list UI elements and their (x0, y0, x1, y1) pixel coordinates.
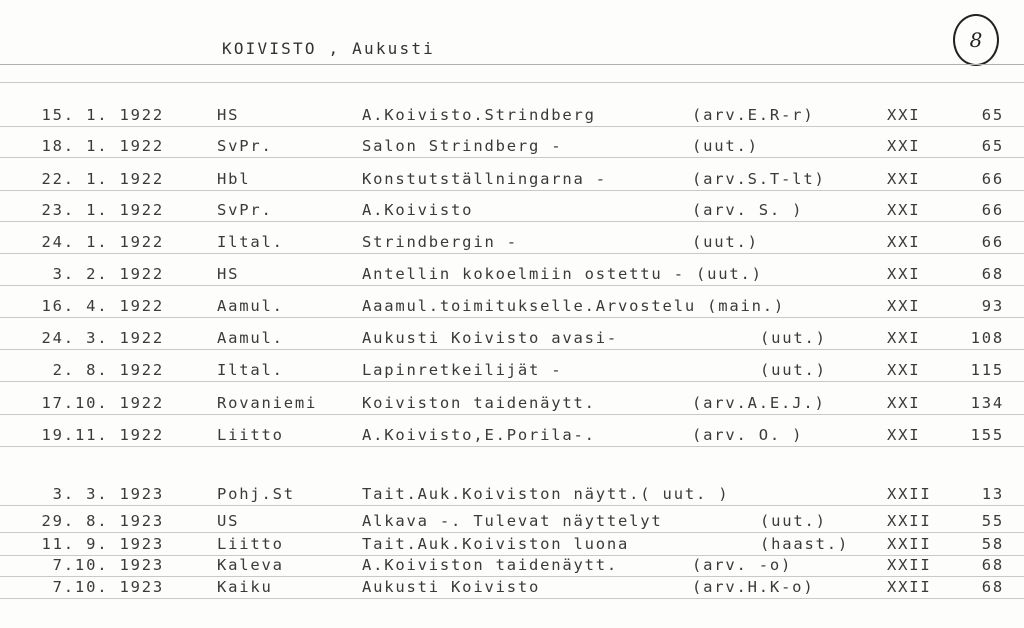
entry-title: Tait.Auk.Koiviston luona (362, 535, 630, 553)
entry-note: (uut.) (760, 361, 827, 379)
entry-title: Aaamul.toimitukselle.Arvostelu (main.) (362, 297, 786, 315)
entry-row (0, 137, 1024, 159)
entry-row (0, 512, 1024, 534)
entry-title: Antellin kokoelmiin ostettu - (uut.) (362, 265, 763, 283)
entry-row (0, 361, 1024, 383)
entry-source: Pohj.St (217, 485, 295, 503)
entry-title: A.Koivisto,E.Porila-. (362, 426, 596, 444)
entry-source: HS (217, 265, 240, 283)
entry-note: (uut.) (760, 329, 827, 347)
entry-page: 68 (981, 265, 1004, 283)
entry-title: Koiviston taidenäytt. (362, 394, 596, 412)
entry-source: Liitto (217, 535, 284, 553)
entry-date: 3. 2. 1922 (52, 265, 164, 283)
entry-note: (arv.A.E.J.) (692, 394, 826, 412)
entry-row (0, 578, 1024, 600)
entry-title: Tait.Auk.Koiviston näytt.( uut. ) (362, 485, 730, 503)
entry-source: Iltal. (217, 233, 284, 251)
entry-note: (arv. -o) (692, 556, 793, 574)
entry-volume: XXI (887, 201, 921, 219)
entry-row (0, 233, 1024, 255)
entry-volume: XXI (887, 329, 921, 347)
entry-note: (uut.) (692, 233, 759, 251)
ruled-line (0, 285, 1024, 286)
entry-page: 13 (981, 485, 1004, 503)
entry-date: 15. 1. 1922 (41, 106, 164, 124)
entry-row (0, 170, 1024, 192)
entry-note: (haast.) (760, 535, 850, 553)
entry-page: 155 (970, 426, 1004, 444)
entry-volume: XXI (887, 426, 921, 444)
entry-source: US (217, 512, 240, 530)
entry-date: 7.10. 1923 (52, 578, 164, 596)
entry-page: 115 (970, 361, 1004, 379)
entry-date: 23. 1. 1922 (41, 201, 164, 219)
entry-note: (arv. O. ) (692, 426, 804, 444)
entry-date: 18. 1. 1922 (41, 137, 164, 155)
entry-volume: XXI (887, 106, 921, 124)
entry-source: Iltal. (217, 361, 284, 379)
entry-row (0, 426, 1024, 448)
entry-row (0, 329, 1024, 351)
entry-row (0, 485, 1024, 507)
entry-row (0, 106, 1024, 128)
entry-page: 68 (981, 578, 1004, 596)
ruled-line (0, 253, 1024, 254)
entry-title: Lapinretkeilijät - (362, 361, 563, 379)
card-number: 8 (953, 14, 999, 66)
entry-date: 7.10. 1923 (52, 556, 164, 574)
entry-page: 65 (981, 137, 1004, 155)
entry-row (0, 297, 1024, 319)
entry-date: 2. 8. 1922 (52, 361, 164, 379)
entry-note: (uut.) (692, 137, 759, 155)
entry-title: Aukusti Koivisto avasi- (362, 329, 619, 347)
entry-source: Aamul. (217, 329, 284, 347)
entry-date: 16. 4. 1922 (41, 297, 164, 315)
entry-date: 24. 3. 1922 (41, 329, 164, 347)
ruled-line (0, 317, 1024, 318)
entry-page: 68 (981, 556, 1004, 574)
entry-source: Rovaniemi (217, 394, 318, 412)
header-rule-2 (0, 82, 1024, 83)
entry-page: 66 (981, 201, 1004, 219)
entry-title: A.Koivisto.Strindberg (362, 106, 596, 124)
ruled-line (0, 414, 1024, 415)
entry-row (0, 201, 1024, 223)
ruled-line (0, 157, 1024, 158)
entry-volume: XXII (887, 512, 932, 530)
entry-source: Aamul. (217, 297, 284, 315)
entry-volume: XXI (887, 170, 921, 188)
entry-volume: XXI (887, 361, 921, 379)
entry-page: 65 (981, 106, 1004, 124)
entry-date: 22. 1. 1922 (41, 170, 164, 188)
ruled-line (0, 381, 1024, 382)
entry-note: (arv.E.R-r) (692, 106, 815, 124)
entry-page: 93 (981, 297, 1004, 315)
entry-title: Konstutställningarna - (362, 170, 607, 188)
entry-date: 11. 9. 1923 (41, 535, 164, 553)
entry-note: (arv.H.K-o) (692, 578, 815, 596)
entry-date: 17.10. 1922 (41, 394, 164, 412)
entry-source: Kaiku (217, 578, 273, 596)
entry-note: (arv.S.T-lt) (692, 170, 826, 188)
entry-row (0, 535, 1024, 557)
entry-row (0, 394, 1024, 416)
entry-date: 24. 1. 1922 (41, 233, 164, 251)
entry-page: 55 (981, 512, 1004, 530)
entry-page: 66 (981, 170, 1004, 188)
ruled-line (0, 126, 1024, 127)
entry-title: A.Koiviston taidenäytt. (362, 556, 619, 574)
ruled-line (0, 221, 1024, 222)
entry-note: (arv. S. ) (692, 201, 804, 219)
entry-title: A.Koivisto (362, 201, 474, 219)
ruled-line (0, 555, 1024, 556)
entry-volume: XXII (887, 535, 932, 553)
entry-page: 134 (970, 394, 1004, 412)
entry-page: 66 (981, 233, 1004, 251)
entry-source: SvPr. (217, 137, 273, 155)
ruled-line (0, 576, 1024, 577)
entry-row (0, 556, 1024, 578)
ruled-line (0, 190, 1024, 191)
entry-row (0, 265, 1024, 287)
entry-title: Strindbergin - (362, 233, 518, 251)
ruled-line (0, 532, 1024, 533)
header-rule (0, 64, 1024, 65)
entry-date: 3. 3. 1923 (52, 485, 164, 503)
ruled-line (0, 446, 1024, 447)
entry-title: Salon Strindberg - (362, 137, 563, 155)
entry-date: 29. 8. 1923 (41, 512, 164, 530)
card-title: KOIVISTO , Aukusti (222, 39, 435, 58)
entry-volume: XXI (887, 137, 921, 155)
entry-source: Kaleva (217, 556, 284, 574)
ruled-line (0, 349, 1024, 350)
entry-volume: XXI (887, 265, 921, 283)
entry-date: 19.11. 1922 (41, 426, 164, 444)
entry-source: HS (217, 106, 240, 124)
entry-volume: XXI (887, 233, 921, 251)
entry-title: Alkava -. Tulevat näyttelyt (362, 512, 663, 530)
entry-title: Aukusti Koivisto (362, 578, 541, 596)
entry-volume: XXI (887, 394, 921, 412)
entry-volume: XXII (887, 485, 932, 503)
entry-volume: XXII (887, 556, 932, 574)
ruled-line (0, 505, 1024, 506)
entry-source: Hbl (217, 170, 251, 188)
ruled-line (0, 598, 1024, 599)
entry-source: Liitto (217, 426, 284, 444)
entry-page: 108 (970, 329, 1004, 347)
entry-note: (uut.) (760, 512, 827, 530)
entry-page: 58 (981, 535, 1004, 553)
entry-volume: XXII (887, 578, 932, 596)
entry-source: SvPr. (217, 201, 273, 219)
entry-volume: XXI (887, 297, 921, 315)
